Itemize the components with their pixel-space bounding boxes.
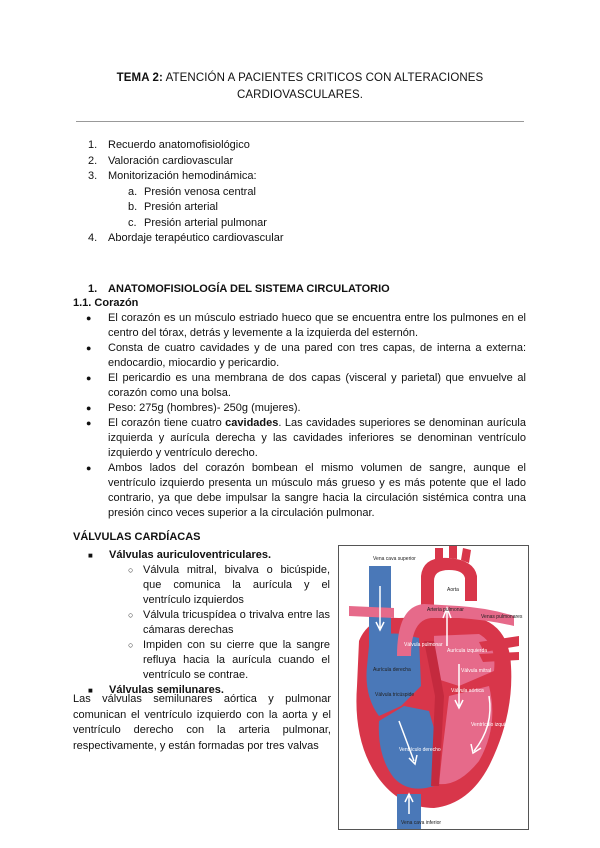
label-vena-cava-superior: Vena cava superior [373, 556, 416, 562]
label-venas-pulmonares: Venas pulmonares [481, 614, 523, 620]
label-auricula-derecha: Aurícula derecha [373, 667, 411, 673]
label-valvula-aortica: Válvula aórtica [451, 688, 484, 694]
label-arteria-pulmonar: Arteria pulmonar [427, 607, 464, 613]
toc-item: 1. Recuerdo anatomofisiológico [88, 139, 250, 151]
title-prefix: TEMA 2: [116, 72, 163, 84]
toc-item: 3. Monitorización hemodinámica: [88, 170, 257, 182]
label-vena-cava-inferior: Vena cava inferior [401, 820, 442, 826]
list-item: ○ Válvula mitral, bivalva o bicúspide, que comunica la aurícula y el ventrículo izquierdos [128, 564, 330, 606]
toc-subitem: c. Presión arterial pulmonar [128, 216, 267, 229]
subsection-heading: 1.1. Corazón [73, 297, 139, 309]
valves-list [88, 548, 330, 698]
list-item: ■ Válvulas auriculoventriculares. [88, 549, 272, 561]
toc-subitem: a. Presión venosa central [128, 185, 256, 198]
list-item: ● El corazón tiene cuatro cavidades. Las cavidades superiores se denominan aurícula izquierda y aurícula derecha y las cavidades inferiores se denominan ventrículo izquierdo y ventrículo derecho. [86, 417, 526, 459]
heart-bullet-list [86, 311, 526, 521]
section-heading: 1. ANATOMOFISIOLOGÍA DEL SISTEMA CIRCULATORIO [88, 283, 390, 295]
label-ventriculo-izquierdo: Ventrículo izquierdo [471, 722, 515, 728]
title-divider [76, 121, 524, 122]
valves-heading: VÁLVULAS CARDÍACAS [73, 531, 201, 543]
label-valvula-tricuspide: Válvula tricúspide [375, 692, 415, 698]
toc-item: 4. Abordaje terapéutico cardiovascular [88, 232, 284, 244]
toc-subitem: b. Presión arterial [128, 201, 218, 213]
title-line2: CARDIOVASCULARES. [236, 89, 364, 101]
list-item: ○ Válvula tricuspídea o trivalva entre las cámaras derechas [128, 609, 330, 636]
semilunar-paragraph: Las válvulas semilunares aórtica y pulmonar comunican el ventrículo izquierdo con la aorta y el ventrículo derecho con la arteria pulmonar, respectivamente, y están formadas por tres valvas [73, 693, 331, 752]
label-auricula-izquierda: Aurícula izquierda [447, 648, 488, 654]
list-item: ● Ambos lados del corazón bombean el mismo volumen de sangre, aunque el ventrículo izquierdo presenta un músculo más grueso y es más potente que el lado contrario, ya que debe impulsar la sangre hacia la circulación sistémica contra una presión cinco veces superior a la circulación pulmonar. [86, 462, 526, 519]
list-item: ○ Impiden con su cierre que la sangre refluya hacia la aurícula cuando el ventrículo se contrae. [128, 639, 330, 681]
table-of-contents [88, 138, 284, 247]
label-valvula-mitral: Válvula mitral [461, 668, 492, 674]
heart-diagram [338, 545, 529, 830]
list-item: ● Peso: 275g (hombres)- 250g (mujeres). [86, 402, 301, 414]
list-item: ● Consta de cuatro cavidades y de una pared con tres capas, de interna a externa: endocardio, miocardio y pericardio. [86, 342, 526, 369]
heart-illustration [339, 546, 528, 829]
document-title [80, 70, 520, 104]
label-ventriculo-derecho: Ventrículo derecho [399, 747, 441, 753]
label-aorta: Aorta [447, 587, 459, 593]
toc-item: 2. Valoración cardiovascular [88, 154, 234, 167]
list-item: ● El pericardio es una membrana de dos capas (visceral y parietal) que envuelve al corazón como una bolsa. [86, 372, 526, 399]
list-item: ● El corazón es un músculo estriado hueco que se encuentra entre los pulmones en el centro del tórax, detrás y levemente a la izquierda del esternón. [86, 312, 526, 339]
label-valvula-pulmonar: Válvula pulmonar [404, 642, 443, 648]
list-item: ■ Válvulas semilunares. [88, 684, 224, 696]
title-line1: ATENCIÓN A PACIENTES CRITICOS CON ALTERACIONES [165, 72, 484, 84]
